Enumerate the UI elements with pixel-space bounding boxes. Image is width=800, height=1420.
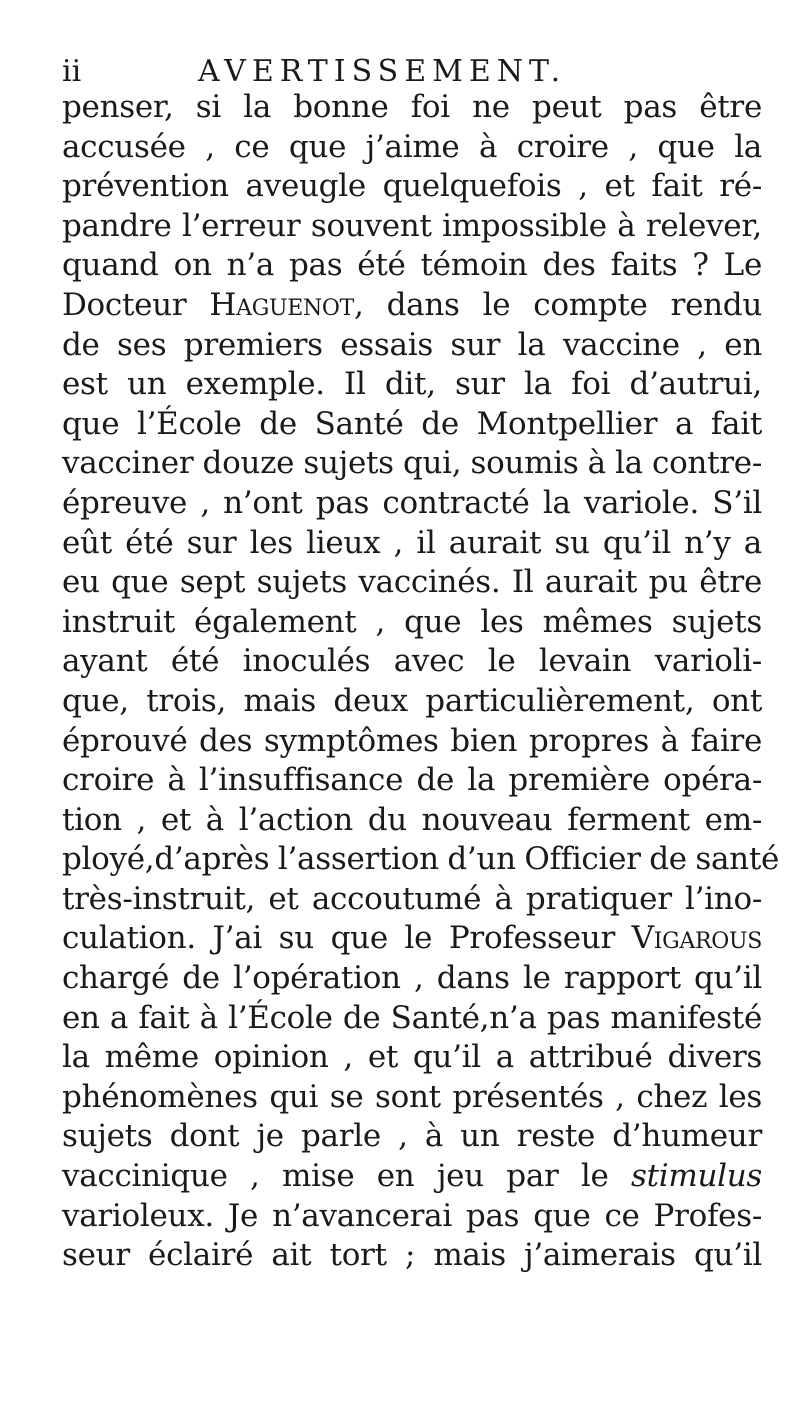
text-segment: de ses premiers essais sur la vaccine , en — [62, 326, 762, 363]
text-line — [62, 722, 762, 762]
text-line — [62, 128, 762, 168]
text-line — [62, 603, 762, 643]
text-segment: éprouvé des symptômes bien propres à faire — [62, 722, 762, 759]
running-title: AVERTISSEMENT. — [198, 54, 567, 89]
text-segment: croire à l’insuffisance de la première opéra- — [62, 762, 762, 799]
text-segment: est un exemple. Il dit, sur la foi d’autrui, — [62, 366, 762, 403]
person-name: Haguenot — [209, 286, 355, 323]
text-line — [62, 484, 762, 524]
page-number: ii — [62, 54, 82, 89]
text-segment: tion , et à l’action du nouveau ferment em- — [62, 801, 762, 838]
text-segment: penser, si la bonne foi ne peut pas être — [62, 89, 762, 125]
text-line — [62, 207, 762, 247]
text-line — [62, 919, 762, 959]
text-line — [62, 326, 762, 366]
text-segment: ayant été inoculés avec le levain varioli- — [62, 643, 762, 680]
text-segment: en a fait à l’École de Santé,n’a pas manifesté — [62, 999, 762, 1036]
text-segment: phénomènes qui se sont présentés , chez les — [62, 1078, 762, 1115]
text-segment: pandre l’erreur souvent impossible à relever, — [62, 207, 762, 244]
text-line — [62, 444, 762, 484]
text-line — [62, 1236, 762, 1276]
text-line — [62, 880, 762, 920]
text-segment: accusée , ce que j’aime à croire , que la — [62, 128, 762, 165]
text-segment: prévention aveugle quelquefois , et fait ré- — [62, 168, 762, 205]
text-line — [62, 405, 762, 445]
text-segment: vacciner douze sujets qui, soumis à la contre- — [62, 445, 762, 482]
text-line — [62, 999, 762, 1039]
text-segment: seur éclairé ait tort ; mais j’aimerais qu’il — [62, 1237, 762, 1274]
text-segment: eût été sur les lieux , il aurait su qu’il n’y a — [62, 524, 762, 561]
text-segment: chargé de l’opération , dans le rapport qu’il — [62, 960, 762, 997]
text-line — [62, 1078, 762, 1118]
body-text — [62, 88, 780, 1276]
text-line — [62, 840, 780, 880]
text-segment: la même opinion , et qu’il a attribué divers — [62, 1039, 762, 1076]
text-line — [62, 365, 762, 405]
text-segment: que l’École de Santé de Montpellier a fait — [62, 405, 762, 442]
text-segment: instruit également , que les mêmes sujets — [62, 603, 762, 640]
text-segment: sujets dont je parle , à un reste d’humeur — [62, 1118, 762, 1155]
page-header — [62, 52, 762, 92]
text-line — [62, 246, 762, 286]
text-segment: que, trois, mais deux particulièrement, ont — [62, 682, 762, 719]
text-line — [62, 959, 762, 999]
text-line — [62, 682, 762, 722]
text-line — [62, 524, 762, 564]
text-line — [62, 563, 762, 603]
text-line — [62, 88, 762, 128]
text-segment: épreuve , n’ont pas contracté la variole. S’il — [62, 484, 762, 521]
text-segment: culation. J’ai su que le Professeur — [62, 920, 632, 957]
text-line — [62, 761, 762, 801]
text-line — [62, 801, 762, 841]
text-line — [62, 1117, 762, 1157]
text-line — [62, 286, 762, 326]
text-segment: ployé,d’après l’assertion d’un Officier de santé — [62, 841, 780, 878]
person-name: Vigarous — [631, 920, 762, 957]
text-line — [62, 167, 762, 207]
italic-term: stimulus — [630, 1158, 762, 1195]
text-line — [62, 1197, 762, 1237]
text-line — [62, 1038, 762, 1078]
text-segment: vaccinique , mise en jeu par le — [62, 1158, 631, 1195]
text-segment: Docteur — [62, 286, 210, 323]
text-segment: varioleux. Je n’avancerai pas que ce Profes- — [62, 1197, 762, 1234]
text-line — [62, 1157, 762, 1197]
text-segment: , dans le compte rendu — [354, 286, 762, 323]
text-segment: très-instruit, et accoutumé à pratiquer l’ino- — [62, 880, 762, 917]
text-segment: eu que sept sujets vaccinés. Il aurait pu être — [62, 564, 762, 601]
text-line — [62, 642, 762, 682]
text-segment: quand on n’a pas été témoin des faits ? Le — [62, 247, 762, 284]
